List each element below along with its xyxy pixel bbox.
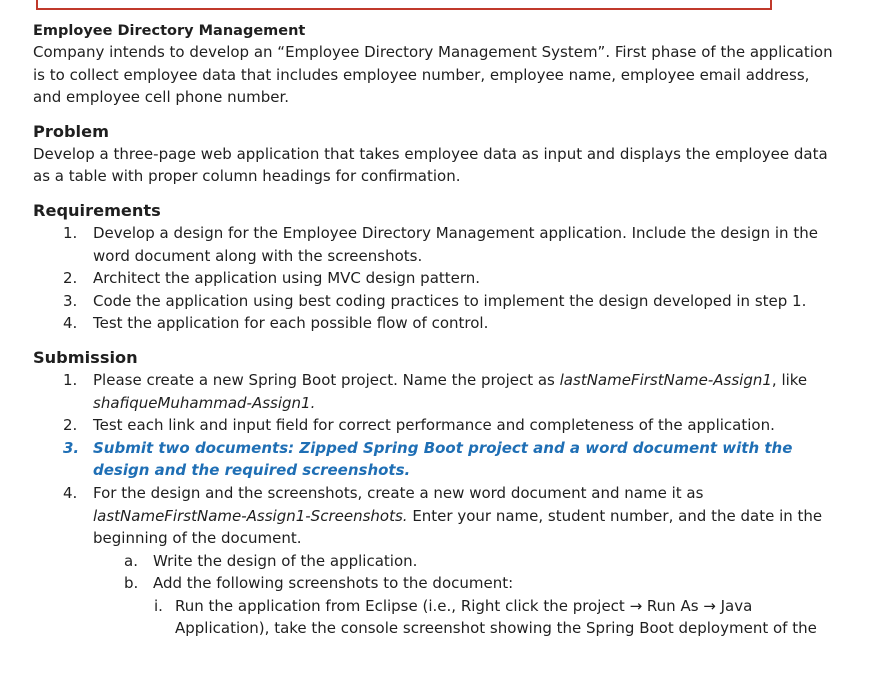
list-item-text: For the design and the screenshots, create a new word document and name it as bbox=[93, 483, 704, 502]
requirements-list bbox=[33, 222, 833, 335]
list-item-text: Test each link and input field for correct performance and completeness of the application. bbox=[93, 416, 775, 435]
list-item-text: Architect the application using MVC design pattern. bbox=[93, 269, 481, 288]
list-number: 4. bbox=[63, 483, 78, 502]
list-letter: a. bbox=[124, 551, 138, 570]
project-name-example: shafiqueMuhammad-Assign1. bbox=[93, 393, 316, 412]
submission-heading: Submission bbox=[33, 347, 138, 367]
sub-sub-list-item bbox=[33, 595, 833, 640]
list-item bbox=[33, 369, 833, 414]
sub-list-item bbox=[33, 550, 833, 573]
list-number: 1. bbox=[63, 370, 78, 389]
list-item-text: Write the design of the application. bbox=[153, 551, 418, 570]
list-letter: b. bbox=[124, 574, 139, 593]
list-item-text: Submit two documents: Zipped Spring Boot project and a word document with the design and the required screenshots. bbox=[93, 438, 793, 480]
list-number: 1. bbox=[63, 223, 78, 242]
problem-text: Develop a three-page web application that takes employee data as input and displays the employee data as a table with proper column headings for confirmation. bbox=[33, 144, 828, 186]
list-item-text: Enter your name, student number, and the date in the beginning of the document. bbox=[93, 506, 823, 548]
project-name-format: lastNameFirstName-Assign1 bbox=[559, 370, 772, 389]
list-item bbox=[33, 290, 833, 313]
problem-heading: Problem bbox=[33, 121, 109, 141]
list-roman: i. bbox=[154, 596, 163, 615]
list-item-text: Please create a new Spring Boot project. Name the project as bbox=[93, 370, 560, 389]
intro-paragraph: Company intends to develop an “Employee Directory Management System”. First phase of the application is to collect employee data that includes employee number, employee name, employee email address, and employee cell phone number. bbox=[33, 43, 833, 107]
list-number: 2. bbox=[63, 416, 78, 435]
list-item-text: Add the following screenshots to the document: bbox=[153, 574, 514, 593]
list-item-highlight bbox=[33, 437, 833, 482]
list-number: 2. bbox=[63, 269, 78, 288]
document-body bbox=[33, 21, 833, 640]
document-title: Employee Directory Management bbox=[33, 23, 306, 39]
list-number: 4. bbox=[63, 314, 78, 333]
list-item bbox=[33, 267, 833, 290]
sub-list-item bbox=[33, 572, 833, 595]
list-item-text: Run the application from Eclipse (i.e., Right click the project → Run As → Java Application), take the console screenshot showing the Spring Boot deployment of the bbox=[175, 596, 817, 638]
list-item-text: Code the application using best coding practices to implement the design developed in step 1. bbox=[93, 291, 807, 310]
list-item-text: , like bbox=[771, 370, 808, 389]
submission-list bbox=[33, 369, 833, 640]
list-item bbox=[33, 312, 833, 335]
list-item bbox=[33, 222, 833, 267]
list-number: 3. bbox=[63, 291, 78, 310]
list-number: 3. bbox=[63, 438, 80, 457]
document-name-format: lastNameFirstName-Assign1-Screenshots. bbox=[93, 506, 408, 525]
list-item-text: Develop a design for the Employee Directory Management application. Include the design in the word document along with the screenshots. bbox=[93, 223, 818, 265]
requirements-heading: Requirements bbox=[33, 200, 161, 220]
list-item bbox=[33, 482, 833, 550]
list-item-text: Test the application for each possible flow of control. bbox=[93, 314, 489, 333]
previous-section-frame bbox=[36, 0, 772, 10]
list-item bbox=[33, 414, 833, 437]
